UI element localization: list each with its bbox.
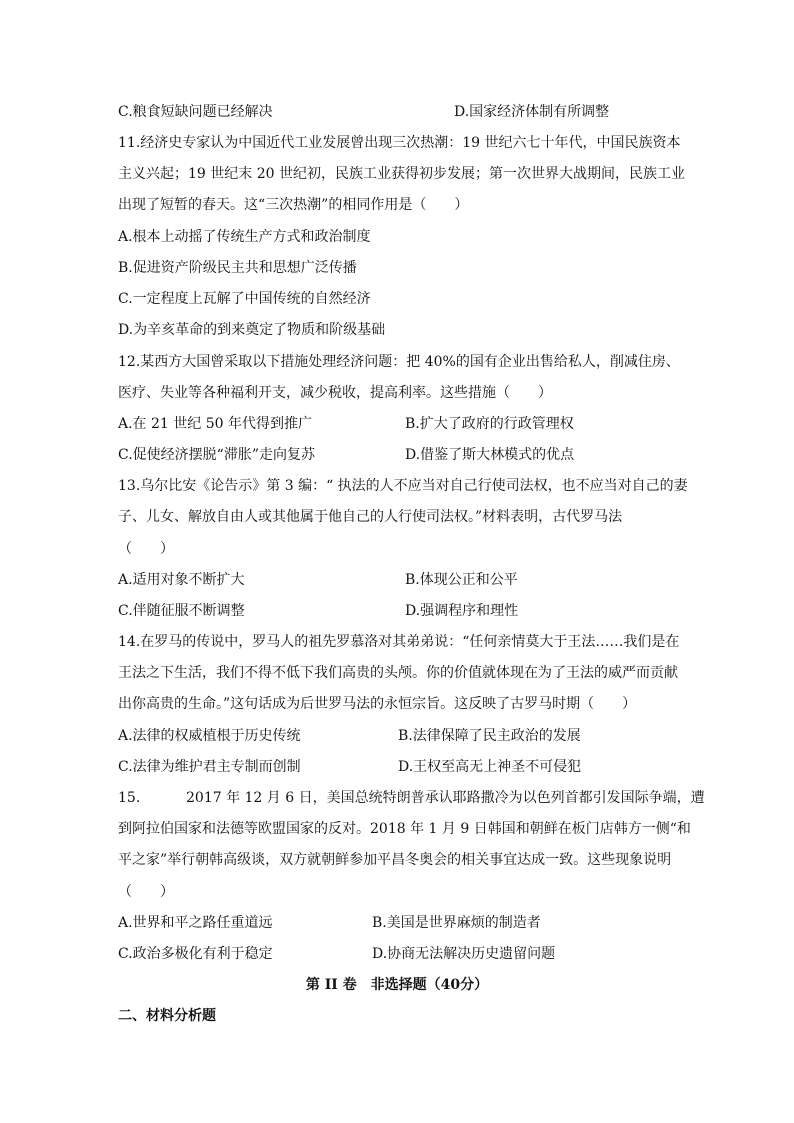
q13-option-a: A.适用对象不断扩大 [118,572,245,588]
q15-stem-line-1: 2017 年 12 月 6 日，美国总统特朗普承认耶路撒冷为以色列首都引发国际争端，遭 [186,790,705,806]
q14-option-a: A.法律的权威植根于历史传统 [118,728,301,744]
q14-stem-line-3: 出你高贵的生命。”这句话成为后世罗马法的永恒宗旨。这反映了古罗马时期（ ） [118,696,637,712]
q15-number: 15. [118,790,141,806]
q12-stem-line-1: 12.某西方大国曾采取以下措施处理经济问题：把 40%的国有企业出售给私人，削减住房、 [118,354,680,370]
q10-option-c: C.粮食短缺问题已经解决 [118,104,273,120]
q11-option-c: C.一定程度上瓦解了中国传统的自然经济 [118,291,371,307]
q13-option-b: B.体现公正和公平 [405,572,518,588]
q12-option-a: A.在 21 世纪 50 年代得到推广 [118,416,312,432]
q15-stem-line-3: 平之家”举行朝韩高级谈，双方就朝鲜参加平昌冬奥会的相关事宜达成一致。这些现象说明 [118,852,672,868]
q15-option-a: A.世界和平之路任重道远 [118,915,273,931]
q14-option-c: C.法律为维护君主专制而创制 [118,759,301,775]
q13-stem-line-1: 13.乌尔比安《论告示》第 3 编：“ 执法的人不应当对自己行使司法权，也不应当对自己的妻 [118,478,688,494]
q14-option-b: B.法律保障了民主政治的发展 [398,728,581,744]
q10-option-d: D.国家经济体制有所调整 [454,104,610,120]
q11-stem-line-2: 主义兴起；19 世纪末 20 世纪初，民族工业获得初步发展；第一次世界大战期间，民族工业 [118,166,685,182]
q12-option-b: B.扩大了政府的行政管理权 [405,416,574,432]
q13-stem-line-2: 子、儿女、解放自由人或其他属于他自己的人行使司法权。”材料表明，古代罗马法 [118,509,623,525]
q15-stem-line-4: （ ） [118,884,174,900]
q15-stem-line-2: 到阿拉伯国家和法德等欧盟国家的反对。2018 年 1 月 9 日韩国和朝鲜在板门店韩方一侧“和 [118,821,691,837]
q13-option-d: D.强调程序和理性 [405,603,519,619]
q11-stem-line-3: 出现了短暂的春天。这“三次热潮”的相同作用是（ ） [118,197,469,213]
q11-option-b: B.促进资产阶级民主共和思想广泛传播 [118,260,357,276]
q12-option-c: C.促使经济摆脱“滞胀”走向复苏 [118,447,315,463]
section-heading: 二、材料分析题 [118,1008,216,1024]
q11-stem-line-1: 11.经济史专家认为中国近代工业发展曾出现三次热潮：19 世纪六七十年代，中国民族资本 [118,135,681,151]
part2-title: 第 II 卷 非选择题（40分） [305,977,489,993]
q14-stem-line-2: 王法之下生活，我们不得不低下我们高贵的头颅。你的价值就体现在为了王法的威严而贡献 [118,665,678,681]
q12-option-d: D.借鉴了斯大林模式的优点 [405,447,575,463]
q13-stem-line-3: （ ） [118,541,174,557]
q12-stem-line-2: 医疗、失业等各种福利开支，减少税收，提高利率。这些措施（ ） [118,385,552,401]
q15-option-d: D.协商无法解决历史遗留问题 [372,946,556,962]
q15-option-c: C.政治多极化有利于稳定 [118,946,273,962]
q11-option-d: D.为辛亥革命的到来奠定了物质和阶级基础 [118,322,386,338]
q14-option-d: D.王权至高无上神圣不可侵犯 [398,759,582,775]
q14-stem-line-1: 14.在罗马的传说中，罗马人的祖先罗慕洛对其弟弟说：“任何亲情莫大于王法……我们是在 [118,634,680,650]
q11-option-a: A.根本上动摇了传统生产方式和政治制度 [118,229,371,245]
q13-option-c: C.伴随征服不断调整 [118,603,245,619]
q15-option-b: B.美国是世界麻烦的制造者 [372,915,541,931]
